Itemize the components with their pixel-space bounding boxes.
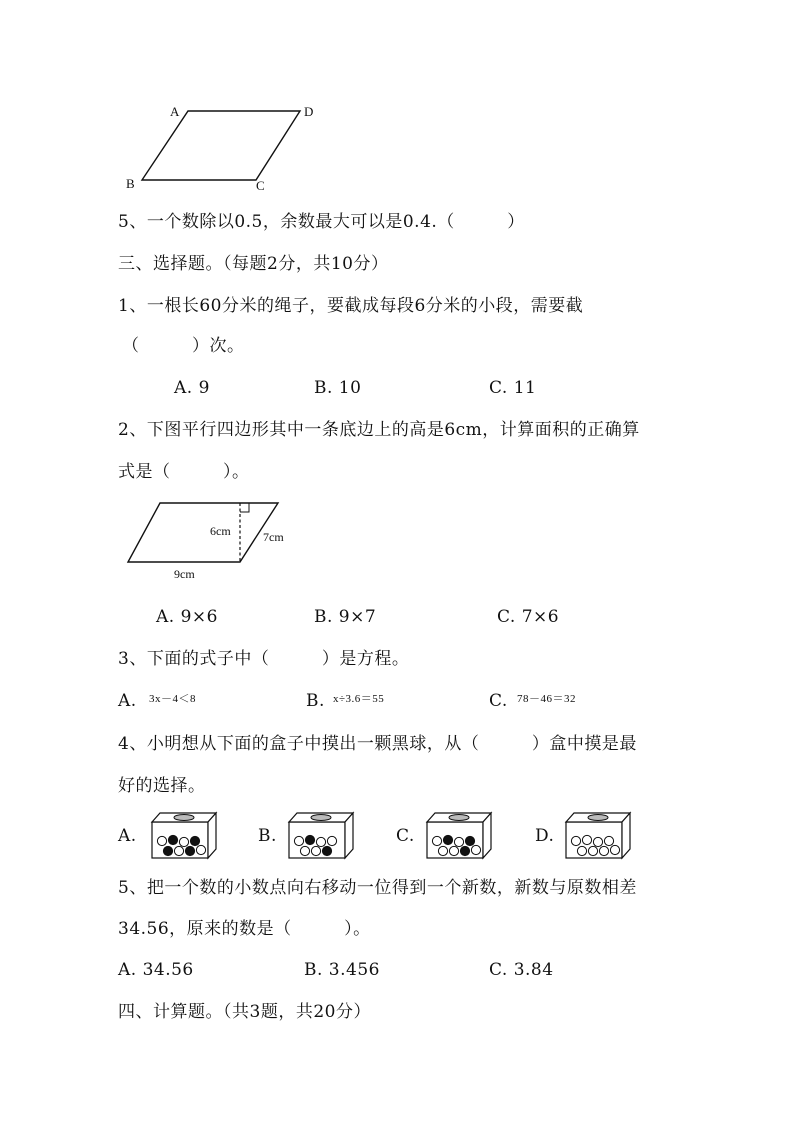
q1-option-c: C. 11 [489, 378, 537, 398]
box-side-face [622, 813, 630, 858]
box-side-face [345, 813, 353, 858]
box-opening [449, 815, 469, 821]
parallelogram-abcd-figure [120, 100, 340, 195]
white-ball [593, 837, 602, 846]
black-ball [185, 846, 194, 855]
black-ball [460, 846, 469, 855]
q4-text-line2: 好的选择。 [118, 776, 206, 796]
ball-box-d [564, 810, 634, 860]
white-ball [610, 845, 619, 854]
black-ball [163, 846, 172, 855]
box-side-face [483, 813, 491, 858]
white-ball [174, 846, 183, 855]
white-ball [449, 846, 458, 855]
black-ball [322, 846, 331, 855]
q2-option-c: C. 7×6 [497, 607, 560, 627]
white-ball [454, 837, 463, 846]
white-ball [300, 846, 309, 855]
q3-option-b-letter: B. [306, 691, 325, 711]
q3-text-line1: 3、下面的式子中（ ）是方程。 [118, 649, 410, 669]
q5-option-b: B. 3.456 [304, 960, 380, 980]
box-side-face [208, 813, 216, 858]
ball-box-c [425, 810, 495, 860]
q1-option-b: B. 10 [314, 378, 362, 398]
white-ball [196, 845, 205, 854]
white-ball [438, 846, 447, 855]
white-ball [157, 836, 166, 845]
vertex-label-a: A [170, 104, 180, 119]
box-opening [588, 815, 608, 821]
box-opening [311, 815, 331, 821]
white-ball [432, 836, 441, 845]
base-label: 9cm [174, 567, 195, 581]
q2-parallelogram-figure [120, 495, 310, 585]
q3-option-a-expression: 3x－4＜8 [149, 693, 196, 705]
section-3-title: 三、选择题。（每题2分，共10分） [118, 254, 389, 274]
black-ball [190, 836, 199, 845]
black-ball [465, 836, 474, 845]
white-ball [604, 836, 613, 845]
q2-option-b: B. 9×7 [314, 607, 377, 627]
q5-option-a: A. 34.56 [118, 960, 194, 980]
white-ball [316, 837, 325, 846]
black-ball [168, 835, 177, 844]
q5-text-line2: 34.56，原来的数是（ ）。 [118, 919, 371, 939]
q5-text-line1: 5、把一个数的小数点向右移动一位得到一个新数，新数与原数相差 [118, 878, 637, 898]
q4-option-a-letter: A. [118, 826, 137, 846]
white-ball [311, 846, 320, 855]
q1-text-line2: （ ）次。 [122, 336, 245, 356]
ball-box-a [150, 810, 220, 860]
q4-text-line1: 4、小明想从下面的盒子中摸出一颗黑球，从（ ）盒中摸是最 [118, 734, 637, 754]
white-ball [294, 836, 303, 845]
q4-option-b-letter: B. [258, 826, 277, 846]
q3-option-c-expression: 78－46＝32 [517, 693, 576, 705]
white-ball [571, 836, 580, 845]
q2-text-line2: 式是（ ）。 [118, 462, 250, 482]
vertex-label-c: C [256, 178, 265, 193]
white-ball [588, 846, 597, 855]
right-angle-mark [240, 503, 249, 512]
q5-option-c: C. 3.84 [489, 960, 554, 980]
q4-option-c-letter: C. [396, 826, 415, 846]
q4-option-d-letter: D. [535, 826, 555, 846]
white-ball [471, 845, 480, 854]
box-opening [174, 815, 194, 821]
judge-question-5: 5、一个数除以0.5，余数最大可以是0.4.（ ） [118, 212, 525, 232]
q2-option-a: A. 9×6 [156, 607, 218, 627]
height-label: 6cm [210, 524, 231, 538]
vertex-label-b: B [126, 176, 135, 191]
ball-box-b [287, 810, 357, 860]
q2-text-line1: 2、下图平行四边形其中一条底边上的高是6cm，计算面积的正确算 [118, 420, 640, 440]
black-ball [305, 835, 314, 844]
white-ball [599, 846, 608, 855]
q1-text-line1: 1、一根长60分米的绳子，要截成每段6分米的小段，需要截 [118, 296, 584, 316]
side-label: 7cm [263, 530, 284, 544]
white-ball [582, 835, 591, 844]
section-4-title: 四、计算题。（共3题，共20分） [118, 1002, 371, 1022]
white-ball [577, 846, 586, 855]
q2-parallelogram-shape [128, 503, 278, 562]
q3-option-b-expression: x÷3.6＝55 [333, 693, 385, 705]
black-ball [443, 835, 452, 844]
vertex-label-d: D [304, 104, 314, 119]
white-ball [327, 836, 336, 845]
q3-option-a-letter: A. [118, 691, 137, 711]
parallelogram-abcd-shape [142, 111, 300, 180]
q3-option-c-letter: C. [489, 691, 508, 711]
white-ball [179, 837, 188, 846]
q1-option-a: A. 9 [174, 378, 210, 398]
